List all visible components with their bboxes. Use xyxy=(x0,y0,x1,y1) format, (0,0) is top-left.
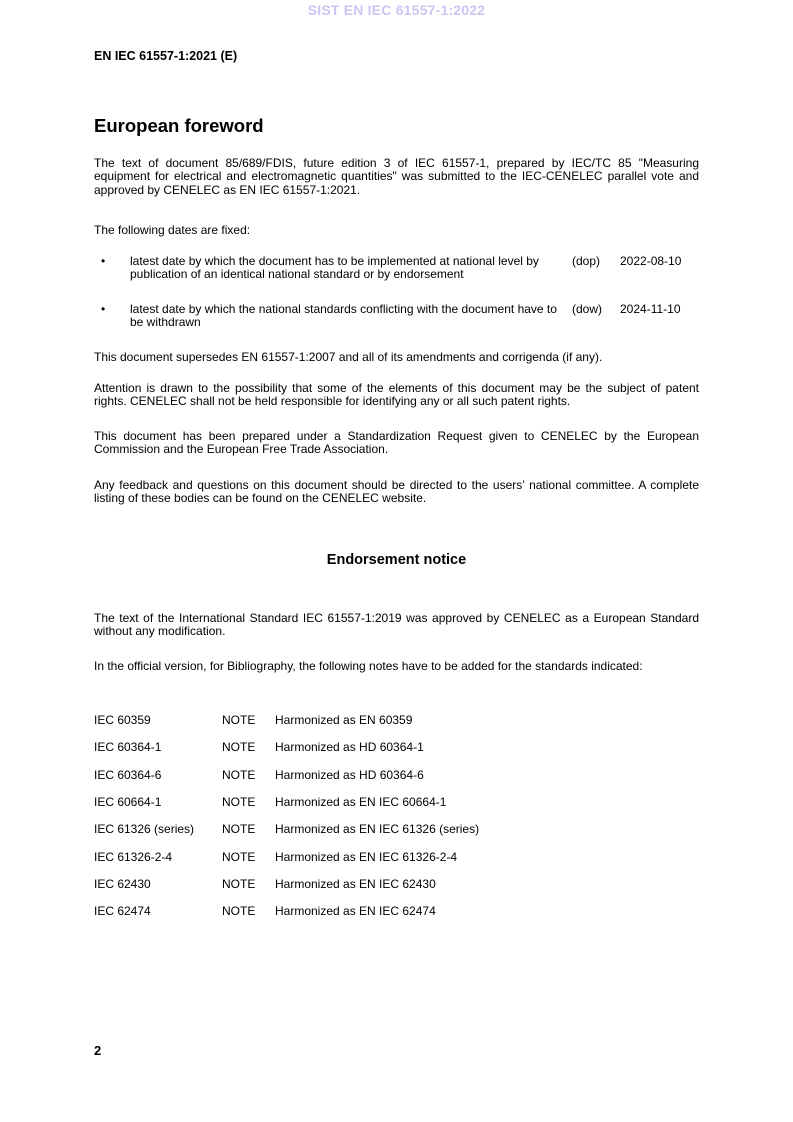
bibliography-row xyxy=(94,713,699,727)
bibliography-standard: IEC 60364-6 xyxy=(94,768,162,782)
bibliography-harmonized: Harmonized as HD 60364-1 xyxy=(275,740,424,754)
bibliography-row xyxy=(94,822,699,836)
bibliography-row xyxy=(94,877,699,891)
bibliography-standard: IEC 62430 xyxy=(94,877,151,891)
bibliography-note: NOTE xyxy=(222,850,256,864)
bibliography-harmonized: Harmonized as HD 60364-6 xyxy=(275,768,424,782)
date-item-dop xyxy=(94,255,699,283)
date-item-date: 2024-11-10 xyxy=(620,302,681,316)
bibliography-harmonized: Harmonized as EN IEC 61326 (series) xyxy=(275,822,480,836)
bibliography-standard: IEC 60359 xyxy=(94,713,151,727)
bibliography-row xyxy=(94,795,699,809)
foreword-intro: The text of document 85/689/FDIS, future edition 3 of IEC 61557-1, prepared by IEC/TC 85 "Measuring equipment for electrical and electromagnetic quantities" was submitted to the IEC-CENELEC parallel vote and approved by CENELEC as EN IEC 61557-1:2021. xyxy=(94,156,699,197)
bibliography-harmonized: Harmonized as EN IEC 62430 xyxy=(275,877,436,891)
bibliography-row xyxy=(94,904,699,918)
bibliography-standard: IEC 60364-1 xyxy=(94,740,162,754)
date-item-dow xyxy=(94,303,699,331)
bibliography-intro: In the official version, for Bibliography, the following notes have to be added for the standards indicated: xyxy=(94,659,643,673)
document-id: EN IEC 61557-1:2021 (E) xyxy=(94,49,238,63)
bibliography-note: NOTE xyxy=(222,713,256,727)
page-number: 2 xyxy=(94,1043,102,1058)
supersedes-paragraph: This document supersedes EN 61557-1:2007 and all of its amendments and corrigenda (if any). xyxy=(94,350,603,364)
date-item-text: latest date by which the document has to be implemented at national level by publication of an identical national standard or by endorsement xyxy=(130,254,539,282)
bibliography-row xyxy=(94,850,699,864)
bibliography-standard: IEC 61326-2-4 xyxy=(94,850,173,864)
date-item-code: (dow) xyxy=(572,302,603,316)
date-item-text: latest date by which the national standards conflicting with the document have to be withdrawn xyxy=(130,302,557,330)
bibliography-harmonized: Harmonized as EN IEC 62474 xyxy=(275,904,436,918)
date-item-code: (dop) xyxy=(572,254,601,268)
feedback-paragraph: Any feedback and questions on this document should be directed to the users’ national committee. A complete listing of these bodies can be found on the CENELEC website. xyxy=(94,478,699,506)
bibliography-note: NOTE xyxy=(222,768,256,782)
bibliography-note: NOTE xyxy=(222,822,256,836)
standardization-request-paragraph: This document has been prepared under a Standardization Request given to CENELEC by the European Commission and the European Free Trade Association. xyxy=(94,429,699,457)
bibliography-standard: IEC 62474 xyxy=(94,904,151,918)
bibliography-note: NOTE xyxy=(222,904,256,918)
bibliography-note: NOTE xyxy=(222,740,256,754)
date-item-date: 2022-08-10 xyxy=(620,254,682,268)
bibliography-harmonized: Harmonized as EN 60359 xyxy=(275,713,413,727)
foreword-title: European foreword xyxy=(94,115,264,136)
bibliography-harmonized: Harmonized as EN IEC 61326-2-4 xyxy=(275,850,458,864)
bullet-icon: • xyxy=(101,254,106,268)
endorsement-approval: The text of the International Standard IEC 61557-1:2019 was approved by CENELEC as a European Standard without any modification. xyxy=(94,611,699,639)
endorsement-title: Endorsement notice xyxy=(326,552,467,568)
bibliography-standard: IEC 61326 (series) xyxy=(94,822,195,836)
bibliography-row xyxy=(94,768,699,782)
watermark-text: SIST EN IEC 61557-1:2022 xyxy=(307,2,486,18)
bibliography-harmonized: Harmonized as EN IEC 60664-1 xyxy=(275,795,447,809)
bibliography-note: NOTE xyxy=(222,877,256,891)
bullet-icon: • xyxy=(101,302,106,316)
bibliography-note: NOTE xyxy=(222,795,256,809)
dates-intro: The following dates are fixed: xyxy=(94,223,251,237)
patent-paragraph: Attention is drawn to the possibility that some of the elements of this document may be the subject of patent rights. CENELEC shall not be held responsible for identifying any or all such patent rights. xyxy=(94,381,699,409)
bibliography-row xyxy=(94,740,699,754)
bibliography-standard: IEC 60664-1 xyxy=(94,795,162,809)
